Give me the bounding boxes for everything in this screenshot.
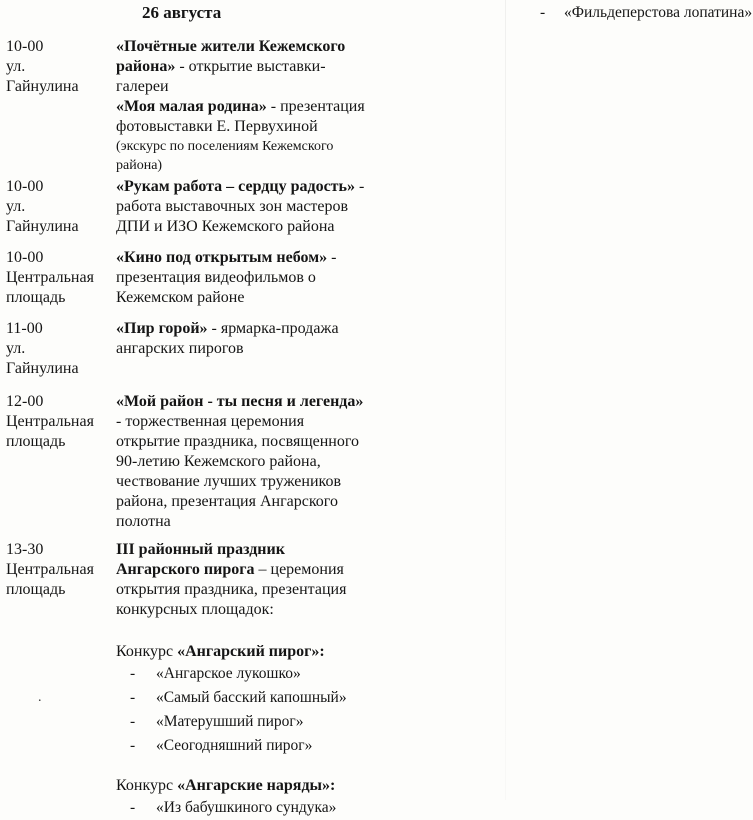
right-column-item-text: «Фильдеперстова лопатина» xyxy=(564,4,753,21)
event-text: – церемония открытия праздника, презентация конкурсных площадок: xyxy=(116,561,347,618)
list-item xyxy=(116,662,368,686)
event-text: - ярмарка-продажа ангарских пирогов xyxy=(116,320,339,357)
contest-list xyxy=(116,662,368,758)
stray-mark: . xyxy=(38,690,42,705)
event-title: «Кино под открытым небом» xyxy=(116,249,328,266)
event-place: Гайнулина xyxy=(6,78,79,95)
list-item-text: «Матерушший пирог» xyxy=(156,713,304,730)
event-text: - презентация фотовыставки Е. Первухиной xyxy=(116,98,365,135)
event-time-place xyxy=(6,540,116,600)
event-place: Гайнулина xyxy=(6,218,79,235)
event-time-place xyxy=(6,248,116,308)
event-title: «Пир горой» xyxy=(116,320,208,337)
event-time: 10-00 xyxy=(6,178,44,195)
list-item-text: «Самый басский капошный» xyxy=(156,689,347,706)
event-time: 11-00 xyxy=(6,320,43,337)
contest-title: «Ангарские наряды»: xyxy=(177,777,336,794)
event-time-place xyxy=(6,177,116,237)
event-place: ул. xyxy=(6,198,26,215)
contest-heading xyxy=(116,776,368,796)
event-description xyxy=(116,177,368,237)
event-title: «Рукам работа – сердцу радость» xyxy=(116,178,355,195)
event-title: «Почётные жители Кежемского района» xyxy=(116,38,346,75)
event-time: 13-30 xyxy=(6,541,44,558)
list-item xyxy=(116,710,368,734)
event-note: (экскурс по поселениям Кежемского района) xyxy=(116,139,334,173)
list-bullet: - xyxy=(540,4,546,21)
list-bullet: - xyxy=(130,713,136,730)
event-place: Центральная xyxy=(6,269,94,286)
event-description xyxy=(116,248,368,308)
event-title: III районный праздник Ангарского пирога xyxy=(116,541,285,578)
event-place: Центральная xyxy=(6,561,94,578)
date-heading: 26 августа xyxy=(142,3,222,22)
event-text: - презентация видеофильмов о Кежемском районе xyxy=(116,249,337,306)
event-place: площадь xyxy=(6,433,66,450)
event-time: 12-00 xyxy=(6,393,44,410)
list-bullet: - xyxy=(130,665,136,682)
contest-prefix: Конкурс xyxy=(116,643,178,660)
event-place: ул. xyxy=(6,340,26,357)
event-text: - открытие выставки-галереи xyxy=(116,58,326,95)
list-item-text: «Из бабушкиного сундука» xyxy=(156,799,337,816)
event-description xyxy=(116,37,368,175)
contest-heading xyxy=(116,642,368,662)
right-column-list-item xyxy=(540,3,753,23)
event-title: «Моя малая родина» xyxy=(116,98,267,115)
event-time: 10-00 xyxy=(6,38,44,55)
event-time-place xyxy=(6,319,116,379)
list-bullet: - xyxy=(130,689,136,706)
list-item xyxy=(116,686,368,710)
contest-prefix: Конкурс xyxy=(116,777,178,794)
list-item-text: «Сеогодняшний пирог» xyxy=(156,737,313,754)
event-title: «Мой район - ты песня и легенда» xyxy=(116,393,364,410)
event-place: площадь xyxy=(6,581,66,598)
event-time-place xyxy=(6,37,116,97)
event-text: - торжественная церемония открытие праздника, посвященного 90-летию Кежемского района, чествование лучших тружеников района, презентация Ангарского полотна xyxy=(116,413,360,530)
event-text: - работа выставочных зон мастеров ДПИ и ИЗО Кежемского района xyxy=(116,178,365,235)
event-time: 10-00 xyxy=(6,249,44,266)
event-place: Центральная xyxy=(6,413,94,430)
event-place: площадь xyxy=(6,289,66,306)
contest-title: «Ангарский пирог»: xyxy=(177,643,325,660)
list-bullet: - xyxy=(130,737,136,754)
event-description xyxy=(116,392,368,532)
list-item-text: «Ангарское лукошко» xyxy=(156,665,301,682)
page-fold-line xyxy=(505,0,506,800)
event-description xyxy=(116,319,368,359)
list-bullet: - xyxy=(130,799,136,816)
event-place: Гайнулина xyxy=(6,360,79,377)
event-description xyxy=(116,540,368,820)
list-item xyxy=(116,734,368,758)
event-time-place xyxy=(6,392,116,452)
event-place: ул. xyxy=(6,58,26,75)
